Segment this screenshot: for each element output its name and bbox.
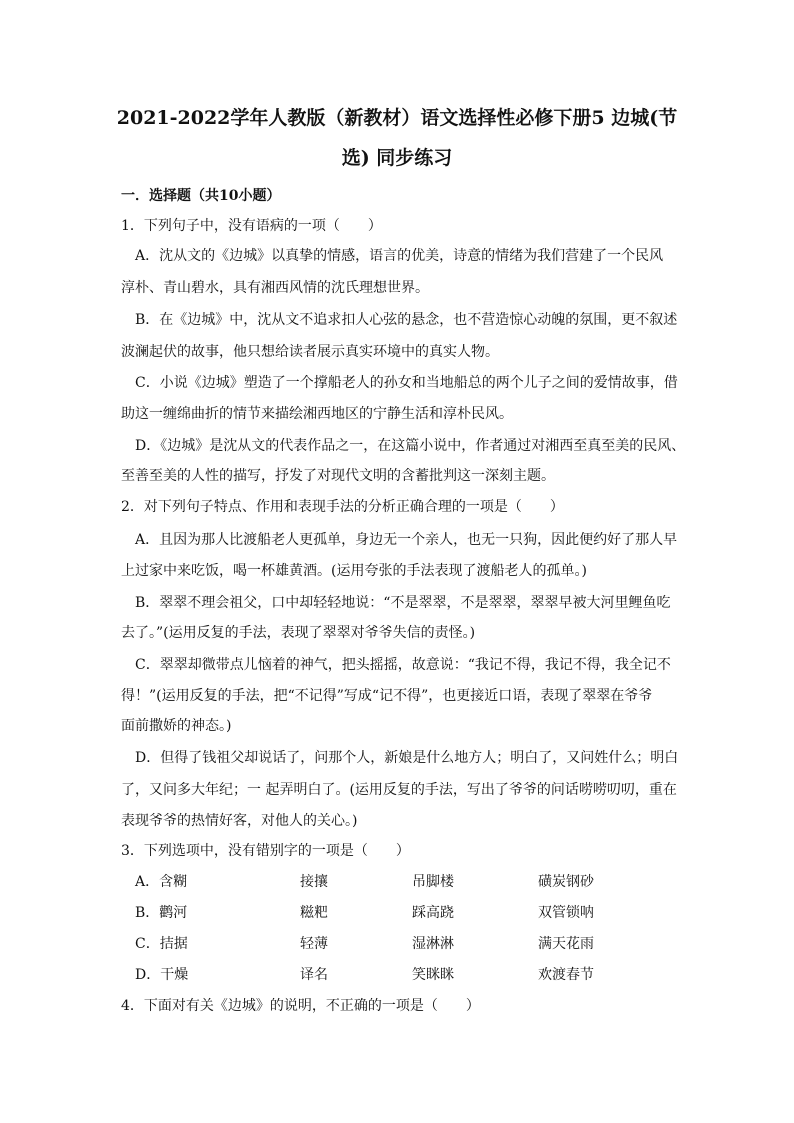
question-3-option-c-word-3: 湿淋淋 (412, 936, 454, 952)
question-3-option-c-word-4: 满天花雨 (538, 936, 594, 952)
question-3-option-b-word-1: B．鹳河 (135, 905, 188, 921)
question-1-option-d-line-2: 至善至美的人性的描写，抒发了对现代文明的含蓄批判这一深刻主题。 (121, 468, 555, 484)
document-title-line-1: 2021-2022学年人教版（新教材）语文选择性必修下册5 边城(节 (116, 107, 678, 129)
section-heading: 一．选择题（共10小题） (121, 188, 281, 204)
question-3-option-a-word-1: A．含糊 (135, 874, 188, 890)
question-2-stem: 2．对下列句子特点、作用和表现手法的分析正确合理的一项是（ ） (121, 499, 564, 515)
question-2-option-a-line-1: A．且因为那人比渡船老人更孤单，身边无一个亲人，也无一只狗，因此便约好了那人早 (135, 532, 678, 548)
question-2-option-d-line-1: D．但得了钱祖父却说话了，问那个人，新娘是什么地方人；明白了，又问姓什么；明白 (135, 750, 679, 766)
question-3-option-d-word-4: 欢渡春节 (538, 967, 594, 983)
question-1-option-c-line-2: 助这一缠绵曲折的情节来描绘湘西地区的宁静生活和淳朴民风。 (121, 406, 513, 422)
question-3-option-d-word-1: D．干燥 (135, 967, 189, 983)
question-2-option-b-line-1: B．翠翠不理会祖父，口中却轻轻地说：“不是翠翠，不是翠翠，翠翠早被大河里鲤鱼吃 (135, 595, 671, 611)
question-1-option-b-line-1: B．在《边城》中，沈从文不追求扣人心弦的悬念，也不营造惊心动魄的氛围，更不叙述 (135, 312, 678, 328)
document-title-line-2: 选) 同步练习 (341, 147, 453, 169)
question-3-option-b-word-4: 双管锁呐 (538, 905, 594, 921)
question-3-option-c-word-1: C．拮据 (135, 936, 188, 952)
question-4-stem: 4．下面对有关《边城》的说明，不正确的一项是（ ） (121, 998, 480, 1014)
question-3-option-a-word-2: 接攘 (300, 874, 328, 890)
question-1-option-a-line-2: 淳朴、青山碧水，具有湘西风情的沈氏理想世界。 (121, 280, 429, 296)
question-2-option-a-line-2: 上过家中来吃饭，喝一杯雄黄酒。(运用夸张的手法表现了渡船老人的孤单。) (121, 563, 587, 579)
question-2-option-d-line-3: 表现爷爷的热情好客，对他人的关心。) (121, 813, 358, 829)
question-2-option-c-line-1: C．翠翠却微带点儿恼着的神气，把头摇摇，故意说：“我记不得，我记不得，我全记不 (135, 657, 671, 673)
question-1-option-a-line-1: A．沈从文的《边城》以真挚的情感，语言的优美，诗意的情绪为我们营建了一个民风 (135, 248, 664, 264)
question-3-option-c-word-2: 轻薄 (300, 936, 328, 952)
question-3-option-d-word-3: 笑眯眯 (412, 967, 454, 983)
question-1-stem: 1．下列句子中，没有语病的一项（ ） (121, 218, 382, 234)
question-3-option-d-word-2: 译名 (300, 967, 328, 983)
question-2-option-d-line-2: 了，又问多大年纪；一 起弄明白了。(运用反复的手法，写出了爷爷的问话唠唠叨叨，重在 (121, 782, 677, 798)
question-1-option-b-line-2: 波澜起伏的故事，他只想给读者展示真实环境中的真实人物。 (121, 344, 499, 360)
question-2-option-c-line-2: 得！”(运用反复的手法，把“不记得”写成“记不得”，也更接近口语，表现了翠翠在爷爷 (121, 688, 653, 704)
question-3-option-b-word-3: 踩高跷 (412, 905, 454, 921)
question-2-option-b-line-2: 去了。”(运用反复的手法，表现了翠翠对爷爷失信的责怪。) (121, 625, 476, 641)
question-2-option-c-line-3: 面前撒娇的神态。) (121, 718, 232, 734)
question-1-option-c-line-1: C．小说《边城》塑造了一个撑船老人的孙女和当地船总的两个儿子之间的爱情故事，借 (135, 375, 678, 391)
question-3-stem: 3．下列选项中，没有错别字的一项是（ ） (121, 843, 410, 859)
question-3-option-b-word-2: 糍粑 (300, 905, 328, 921)
question-1-option-d-line-1: D．《边城》是沈从文的代表作品之一，在这篇小说中，作者通过对湘西至真至美的民风、 (135, 438, 686, 454)
question-3-option-a-word-3: 吊脚楼 (412, 874, 454, 890)
question-3-option-a-word-4: 磺炭钢砂 (538, 874, 594, 890)
